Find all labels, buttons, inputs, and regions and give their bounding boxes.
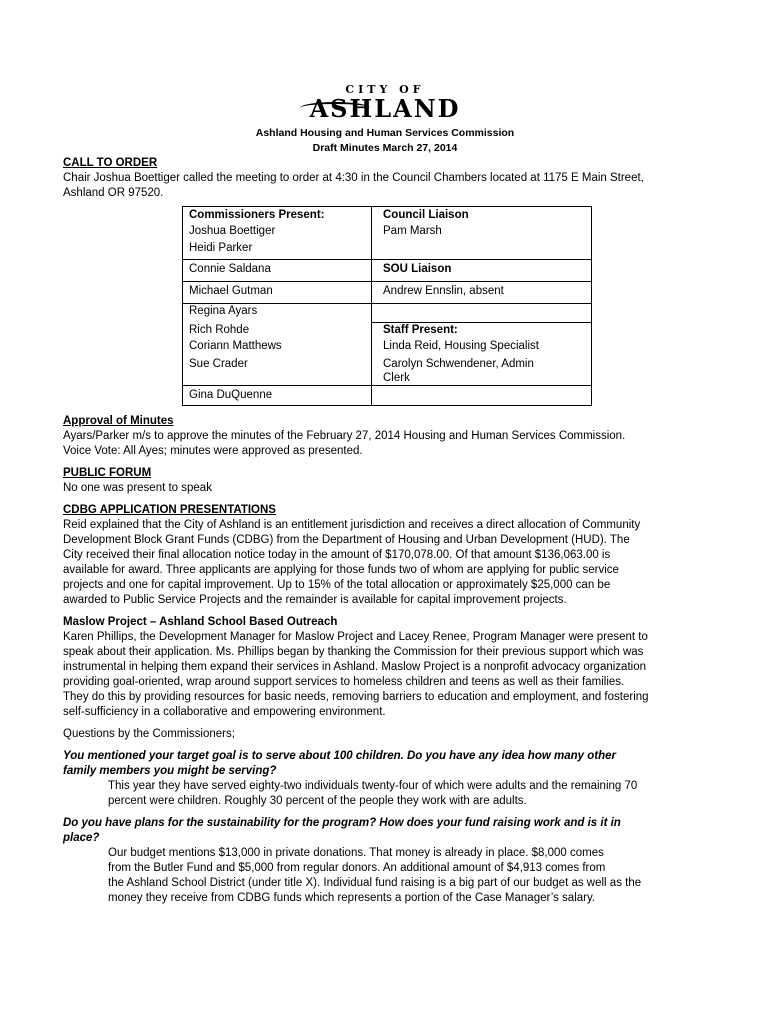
staff-member-continued: Clerk <box>383 372 410 384</box>
commissioner-name: Michael Gutman <box>189 285 273 297</box>
commission-title: Ashland Housing and Human Services Commission <box>255 127 515 139</box>
table-rule <box>372 303 591 304</box>
logo-ashland <box>270 96 500 122</box>
approval-line2: Voice Vote: All Ayes; minutes were approved as presented. <box>63 445 363 457</box>
staff-present-header: Staff Present: <box>383 324 458 336</box>
table-rule <box>183 281 591 282</box>
answer-1-line2: percent were children. Roughly 30 percent of the people they work with are adults. <box>108 795 527 807</box>
city-logo <box>270 84 500 124</box>
questions-intro: Questions by the Commissioners; <box>63 728 235 740</box>
commissioner-name: Coriann Matthews <box>189 340 282 352</box>
question-1-line2: family members you might be serving? <box>63 765 277 777</box>
answer-1-line1: This year they have served eighty-two individuals twenty-four of which were adults and the remaining 70 <box>108 780 638 792</box>
commissioner-name: Rich Rohde <box>189 324 250 336</box>
cdbg-line: projects and one for capital improvement. Up to 15% of the total allocation or approximately $25,000 can be <box>63 579 611 591</box>
table-rule <box>183 385 371 386</box>
maslow-line: They do this by providing resources for basic needs, removing barriers to education and employment, and fostering <box>63 691 649 703</box>
commissioner-name: Sue Crader <box>189 358 248 370</box>
commissioner-name: Joshua Boettiger <box>189 225 276 237</box>
sou-liaison-name: Andrew Ennslin, absent <box>383 285 504 297</box>
question-2-line1: Do you have plans for the sustainability for the program? How does your fund raising work and is it in <box>63 817 621 829</box>
maslow-heading: Maslow Project – Ashland School Based Outreach <box>63 616 338 628</box>
call-to-order-heading: CALL TO ORDER <box>63 157 158 169</box>
question-2-line2: place? <box>63 832 100 844</box>
council-liaison-name: Pam Marsh <box>383 225 442 237</box>
staff-member: Linda Reid, Housing Specialist <box>383 340 539 352</box>
cdbg-line: Development Block Grant Funds (CDBG) from the Department of Housing and Urban Development (HUD). The <box>63 534 630 546</box>
public-forum-heading: PUBLIC FORUM <box>63 467 152 479</box>
council-liaison-header: Council Liaison <box>383 209 469 221</box>
cdbg-line: City received their final allocation notice today in the amount of $170,078.00. Of that amount $136,063.00 is <box>63 549 611 561</box>
call-to-order-line1: Chair Joshua Boettiger called the meeting to order at 4:30 in the Council Chambers located at 1175 E Main Street, <box>63 172 644 184</box>
table-column-divider <box>371 207 372 405</box>
commissioner-name: Heidi Parker <box>189 242 253 254</box>
approval-heading: Approval of Minutes <box>63 415 174 427</box>
cdbg-heading: CDBG APPLICATION PRESENTATIONS <box>63 504 276 516</box>
answer-2-line: money they receive from CDBG funds which represents a portion of the Case Manager’s salary. <box>108 892 596 904</box>
question-1-line1: You mentioned your target goal is to serve about 100 children. Do you have any idea how many other <box>63 750 616 762</box>
maslow-line: speak about their application. Ms. Phillips began by thanking the Commission for their previous support which was <box>63 646 644 658</box>
maslow-line: instrumental in helping them expand their services in Ashland. Maslow Project is a nonprofit advocacy organization <box>63 661 646 673</box>
answer-2-line: from the Butler Fund and $5,000 from regular donors. An additional amount of $4,913 comes from <box>108 862 606 874</box>
commissioner-name: Connie Saldana <box>189 263 271 275</box>
logo-swoosh-icon <box>300 102 370 114</box>
draft-minutes-title: Draft Minutes March 27, 2014 <box>312 142 458 154</box>
attendance-table <box>182 206 592 406</box>
answer-2-line: Our budget mentions $13,000 in private donations. That money is already in place. $8,000 comes <box>108 847 604 859</box>
cdbg-line: Reid explained that the City of Ashland is an entitlement jurisdiction and receives a direct allocation of Community <box>63 519 641 531</box>
table-rule <box>183 259 591 260</box>
logo-city-of: CITY OF <box>345 83 425 96</box>
public-forum-line1: No one was present to speak <box>63 482 212 494</box>
cdbg-line: awarded to Public Service Projects and the remainder is available for capital improvement projects. <box>63 594 567 606</box>
logo-name: ASHLAND <box>309 94 461 123</box>
call-to-order-line2: Ashland OR 97520. <box>63 187 164 199</box>
maslow-line: self-sufficiency in a collaborative and empowering environment. <box>63 706 386 718</box>
staff-member: Carolyn Schwendener, Admin <box>383 358 534 370</box>
commissioner-name: Gina DuQuenne <box>189 389 273 401</box>
approval-line1: Ayars/Parker m/s to approve the minutes of the February 27, 2014 Housing and Human Services Commission. <box>63 430 626 442</box>
maslow-line: Karen Phillips, the Development Manager for Maslow Project and Lacey Renee, Program Manager were present to <box>63 631 648 643</box>
sou-liaison-header: SOU Liaison <box>383 263 452 275</box>
commissioners-header: Commissioners Present: <box>189 209 325 221</box>
answer-2-line: the Ashland School District (under title X). Individual fund raising is a big part of our budget as well as the <box>108 877 642 889</box>
maslow-line: providing goal-oriented, wrap around support services to homeless children and teens as well as their families. <box>63 676 625 688</box>
cdbg-line: available for award. Three applicants are applying for those funds two of whom are applying for public service <box>63 564 619 576</box>
commissioner-name: Regina Ayars <box>189 305 258 317</box>
